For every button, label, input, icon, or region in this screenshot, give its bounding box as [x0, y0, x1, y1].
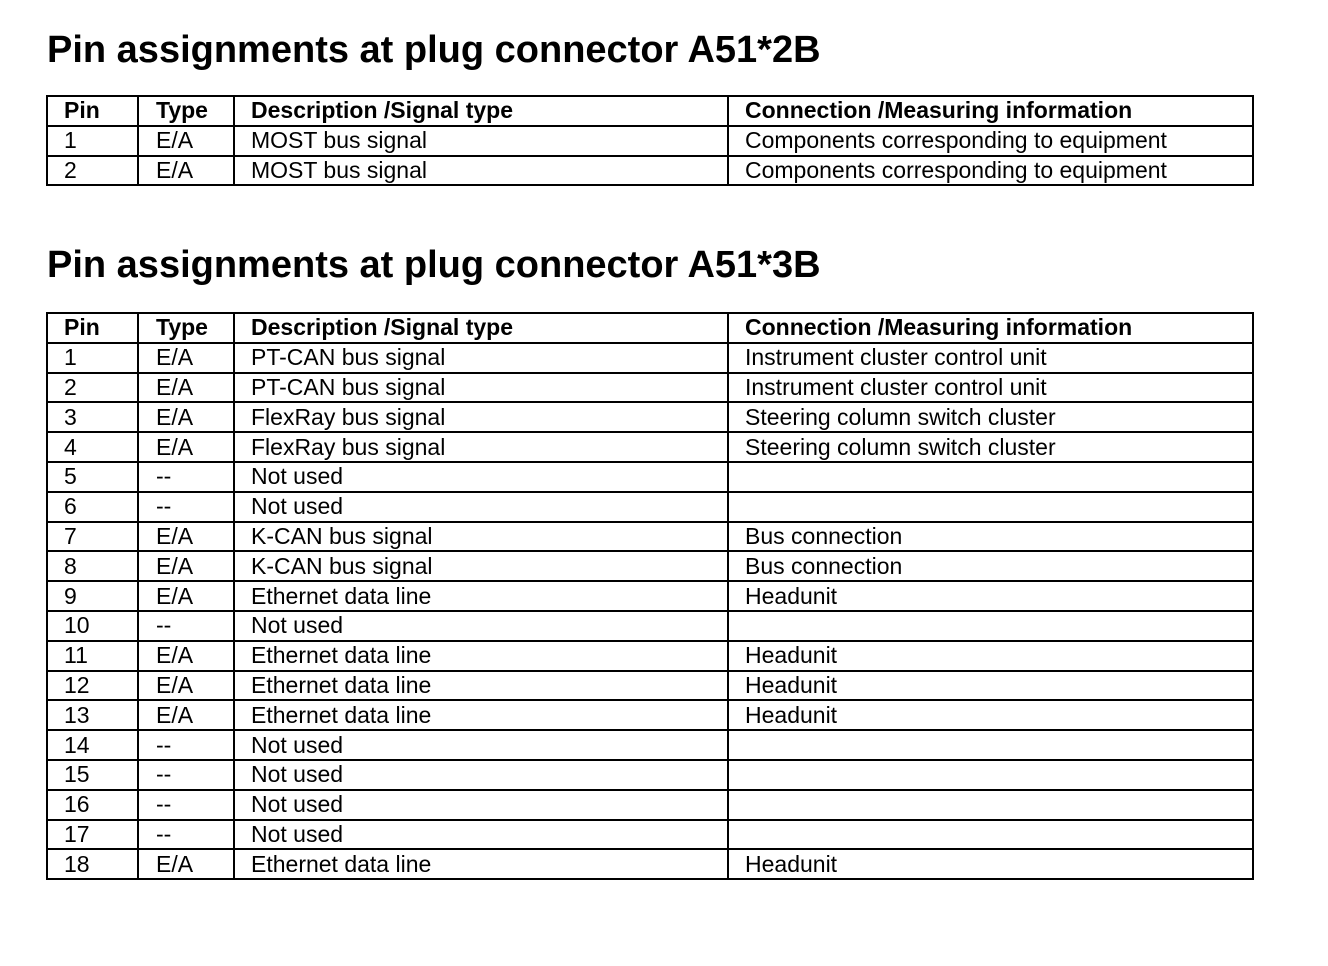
table-row	[47, 760, 1253, 790]
description-cell: Not used	[234, 611, 728, 641]
description-cell: Ethernet data line	[234, 641, 728, 671]
description-cell: PT-CAN bus signal	[234, 343, 728, 373]
connection-cell: Instrument cluster control unit	[728, 343, 1253, 373]
pin-cell: 1	[47, 126, 138, 156]
type-cell: --	[138, 730, 234, 760]
table-row	[47, 126, 1253, 156]
type-cell: --	[138, 492, 234, 522]
header-type: Type	[138, 313, 234, 343]
description-cell: Ethernet data line	[234, 671, 728, 701]
table-row	[47, 820, 1253, 850]
table-row	[47, 432, 1253, 462]
pin-cell: 10	[47, 611, 138, 641]
table-row	[47, 492, 1253, 522]
description-cell: MOST bus signal	[234, 156, 728, 186]
table-body	[47, 126, 1253, 186]
type-cell: E/A	[138, 343, 234, 373]
pin-cell: 11	[47, 641, 138, 671]
table-row	[47, 641, 1253, 671]
connection-cell	[728, 730, 1253, 760]
pin-cell: 4	[47, 432, 138, 462]
connection-cell: Components corresponding to equipment	[728, 126, 1253, 156]
description-cell: Not used	[234, 820, 728, 850]
description-cell: K-CAN bus signal	[234, 551, 728, 581]
connection-cell: Steering column switch cluster	[728, 432, 1253, 462]
description-cell: FlexRay bus signal	[234, 432, 728, 462]
connection-cell: Headunit	[728, 671, 1253, 701]
pin-cell: 16	[47, 790, 138, 820]
connection-cell	[728, 462, 1253, 492]
pin-cell: 7	[47, 522, 138, 552]
connection-cell	[728, 611, 1253, 641]
table-row	[47, 343, 1253, 373]
pin-cell: 5	[47, 462, 138, 492]
type-cell: E/A	[138, 671, 234, 701]
pin-cell: 13	[47, 700, 138, 730]
connection-cell	[728, 790, 1253, 820]
type-cell: E/A	[138, 402, 234, 432]
table-body	[47, 343, 1253, 879]
connection-cell: Steering column switch cluster	[728, 402, 1253, 432]
pin-cell: 2	[47, 156, 138, 186]
description-cell: Not used	[234, 730, 728, 760]
pin-cell: 2	[47, 373, 138, 403]
page-title-a51-2b: Pin assignments at plug connector A51*2B	[47, 29, 821, 71]
description-cell: Ethernet data line	[234, 581, 728, 611]
type-cell: E/A	[138, 849, 234, 879]
connection-cell: Headunit	[728, 641, 1253, 671]
header-type: Type	[138, 96, 234, 126]
connection-cell: Headunit	[728, 581, 1253, 611]
table-row	[47, 700, 1253, 730]
type-cell: --	[138, 462, 234, 492]
description-cell: Ethernet data line	[234, 700, 728, 730]
pin-cell: 3	[47, 402, 138, 432]
type-cell: --	[138, 611, 234, 641]
table-row	[47, 581, 1253, 611]
pin-cell: 17	[47, 820, 138, 850]
description-cell: Not used	[234, 462, 728, 492]
table-row	[47, 671, 1253, 701]
connection-cell	[728, 492, 1253, 522]
header-pin: Pin	[47, 313, 138, 343]
connection-cell	[728, 760, 1253, 790]
pin-cell: 14	[47, 730, 138, 760]
pin-cell: 9	[47, 581, 138, 611]
type-cell: E/A	[138, 156, 234, 186]
pin-cell: 6	[47, 492, 138, 522]
connection-cell: Bus connection	[728, 551, 1253, 581]
description-cell: Not used	[234, 492, 728, 522]
table-header-row	[47, 96, 1253, 126]
description-cell: MOST bus signal	[234, 126, 728, 156]
type-cell: E/A	[138, 641, 234, 671]
pin-cell: 8	[47, 551, 138, 581]
pin-table-a51-3b	[46, 312, 1254, 880]
table-row	[47, 402, 1253, 432]
table-row	[47, 790, 1253, 820]
table-row	[47, 373, 1253, 403]
header-connection: Connection /Measuring information	[728, 96, 1253, 126]
header-description: Description /Signal type	[234, 96, 728, 126]
description-cell: Not used	[234, 790, 728, 820]
connection-cell: Bus connection	[728, 522, 1253, 552]
description-cell: Ethernet data line	[234, 849, 728, 879]
type-cell: E/A	[138, 581, 234, 611]
header-description: Description /Signal type	[234, 313, 728, 343]
type-cell: E/A	[138, 551, 234, 581]
pin-cell: 1	[47, 343, 138, 373]
description-cell: Not used	[234, 760, 728, 790]
type-cell: E/A	[138, 126, 234, 156]
pin-table-a51-2b	[46, 95, 1254, 186]
table-row	[47, 522, 1253, 552]
table-row	[47, 611, 1253, 641]
table-row	[47, 730, 1253, 760]
table-row	[47, 156, 1253, 186]
type-cell: --	[138, 820, 234, 850]
connection-cell: Instrument cluster control unit	[728, 373, 1253, 403]
type-cell: E/A	[138, 522, 234, 552]
pin-cell: 18	[47, 849, 138, 879]
table-row	[47, 551, 1253, 581]
table-row	[47, 849, 1253, 879]
table-row	[47, 462, 1253, 492]
page-title-a51-3b: Pin assignments at plug connector A51*3B	[47, 244, 821, 286]
pin-cell: 15	[47, 760, 138, 790]
type-cell: E/A	[138, 700, 234, 730]
pin-cell: 12	[47, 671, 138, 701]
connection-cell: Headunit	[728, 849, 1253, 879]
description-cell: K-CAN bus signal	[234, 522, 728, 552]
type-cell: --	[138, 760, 234, 790]
type-cell: E/A	[138, 432, 234, 462]
type-cell: --	[138, 790, 234, 820]
description-cell: FlexRay bus signal	[234, 402, 728, 432]
table-header-row	[47, 313, 1253, 343]
header-pin: Pin	[47, 96, 138, 126]
connection-cell: Components corresponding to equipment	[728, 156, 1253, 186]
type-cell: E/A	[138, 373, 234, 403]
description-cell: PT-CAN bus signal	[234, 373, 728, 403]
header-connection: Connection /Measuring information	[728, 313, 1253, 343]
connection-cell: Headunit	[728, 700, 1253, 730]
connection-cell	[728, 820, 1253, 850]
